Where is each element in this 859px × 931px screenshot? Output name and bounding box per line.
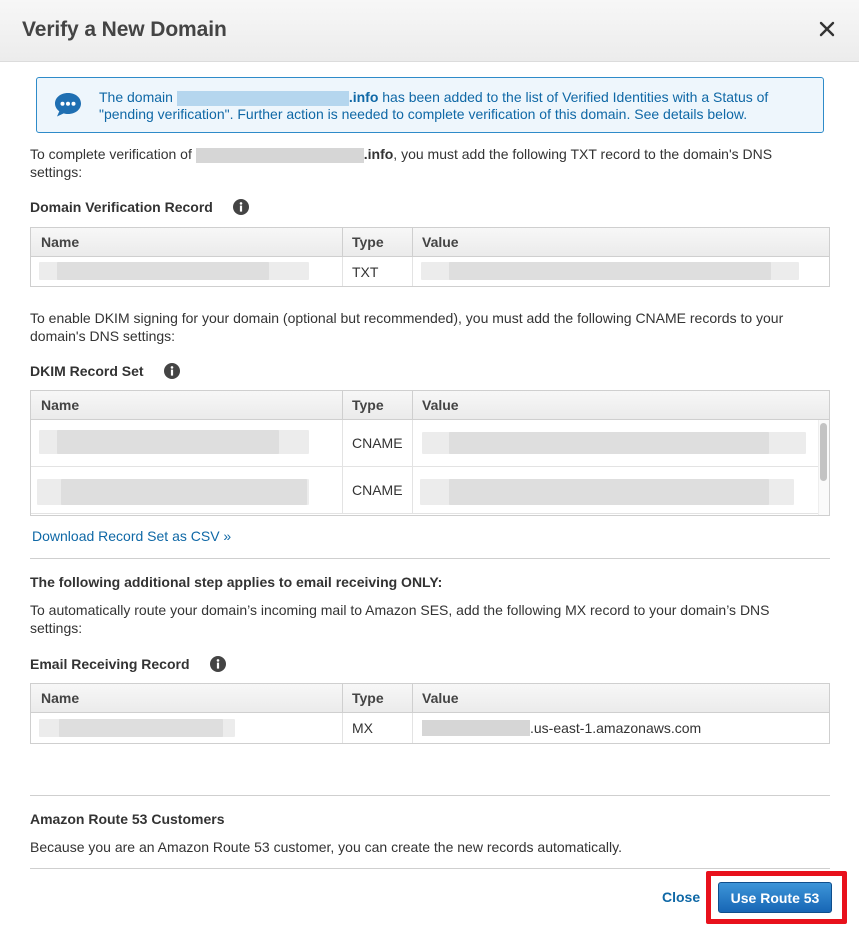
mx-value-suffix: .us-east-1.amazonaws.com bbox=[530, 720, 702, 736]
redacted-name bbox=[57, 262, 269, 280]
table-scrollbar[interactable] bbox=[818, 420, 829, 515]
email-receiving-label bbox=[30, 656, 226, 672]
route53-heading: Amazon Route 53 Customers bbox=[30, 811, 225, 827]
column-header-name: Name bbox=[41, 234, 80, 250]
txt-intro-rest: , you must add the following TXT record to the domain's DNS settings: bbox=[30, 146, 773, 180]
pending-verification-notice bbox=[36, 77, 824, 133]
column-header-type: Type bbox=[352, 690, 384, 706]
download-csv-link[interactable]: Download Record Set as CSV » bbox=[32, 528, 232, 544]
divider bbox=[30, 795, 830, 796]
column-header-name: Name bbox=[41, 690, 80, 706]
table-row bbox=[31, 257, 829, 286]
column-header-name: Name bbox=[41, 397, 80, 413]
redacted-value bbox=[422, 720, 530, 736]
dkim-intro: To enable DKIM signing for your domain (optional but recommended), you must add the following CNAME records to your domain's DNS settings: bbox=[30, 310, 784, 344]
table-row bbox=[31, 420, 829, 467]
redacted-name bbox=[61, 479, 307, 505]
redacted-name bbox=[57, 430, 279, 454]
table-header bbox=[31, 228, 829, 257]
record-type: TXT bbox=[352, 263, 379, 280]
use-route53-button[interactable]: Use Route 53 bbox=[718, 882, 832, 913]
close-button[interactable]: Close bbox=[662, 889, 701, 905]
column-header-type: Type bbox=[352, 234, 384, 250]
dialog-title: Verify a New Domain bbox=[22, 18, 227, 41]
record-type: MX bbox=[352, 720, 373, 736]
column-header-type: Type bbox=[352, 397, 384, 413]
receiving-intro: To automatically route your domain’s incoming mail to Amazon SES, add the following MX record to your domain’s DNS settings: bbox=[30, 602, 770, 636]
dkim-table bbox=[30, 390, 830, 516]
dkim-label bbox=[30, 363, 180, 379]
notice-message: has been added to the list of Verified Identities with a Status of "pending verification". Further action is needed to complete verification of this domain. See details below. bbox=[99, 89, 769, 122]
redacted-value bbox=[449, 479, 769, 505]
txt-intro-domain-suffix: .info bbox=[363, 146, 394, 162]
info-icon[interactable] bbox=[233, 199, 249, 215]
redacted-value bbox=[449, 262, 771, 280]
redacted-value bbox=[449, 432, 769, 454]
divider bbox=[30, 868, 830, 869]
column-header-value: Value bbox=[422, 690, 459, 706]
column-header-value: Value bbox=[422, 234, 459, 250]
redacted-name bbox=[59, 719, 223, 737]
chat-bubble-icon bbox=[53, 91, 83, 118]
info-icon[interactable] bbox=[164, 363, 180, 379]
txt-intro-prefix: To complete verification of bbox=[30, 146, 192, 162]
redacted-domain bbox=[196, 148, 364, 163]
domain-verification-label bbox=[30, 199, 249, 215]
dkim-label-text: DKIM Record Set bbox=[30, 363, 144, 379]
record-value bbox=[422, 713, 701, 743]
email-receiving-table bbox=[30, 683, 830, 744]
txt-intro bbox=[30, 145, 820, 181]
record-type: CNAME bbox=[352, 482, 403, 498]
record-type: CNAME bbox=[352, 435, 403, 451]
column-header-value: Value bbox=[422, 397, 459, 413]
divider bbox=[30, 558, 830, 559]
close-icon[interactable] bbox=[817, 19, 837, 39]
domain-verification-label-text: Domain Verification Record bbox=[30, 199, 213, 215]
dialog-header bbox=[0, 0, 859, 62]
notice-text bbox=[99, 89, 809, 123]
route53-text: Because you are an Amazon Route 53 customer, you can create the new records automatically. bbox=[30, 839, 622, 855]
table-header bbox=[31, 684, 829, 713]
notice-domain-suffix: .info bbox=[348, 89, 379, 105]
info-icon[interactable] bbox=[210, 656, 226, 672]
scrollbar-thumb[interactable] bbox=[820, 423, 827, 481]
email-receiving-label-text: Email Receiving Record bbox=[30, 656, 190, 672]
table-row bbox=[31, 713, 829, 743]
table-header bbox=[31, 391, 829, 420]
receiving-heading: The following additional step applies to email receiving ONLY: bbox=[30, 574, 443, 590]
redacted-domain bbox=[177, 91, 349, 106]
notice-prefix: The domain bbox=[99, 89, 173, 105]
domain-verification-table bbox=[30, 227, 830, 287]
table-row bbox=[31, 467, 829, 514]
